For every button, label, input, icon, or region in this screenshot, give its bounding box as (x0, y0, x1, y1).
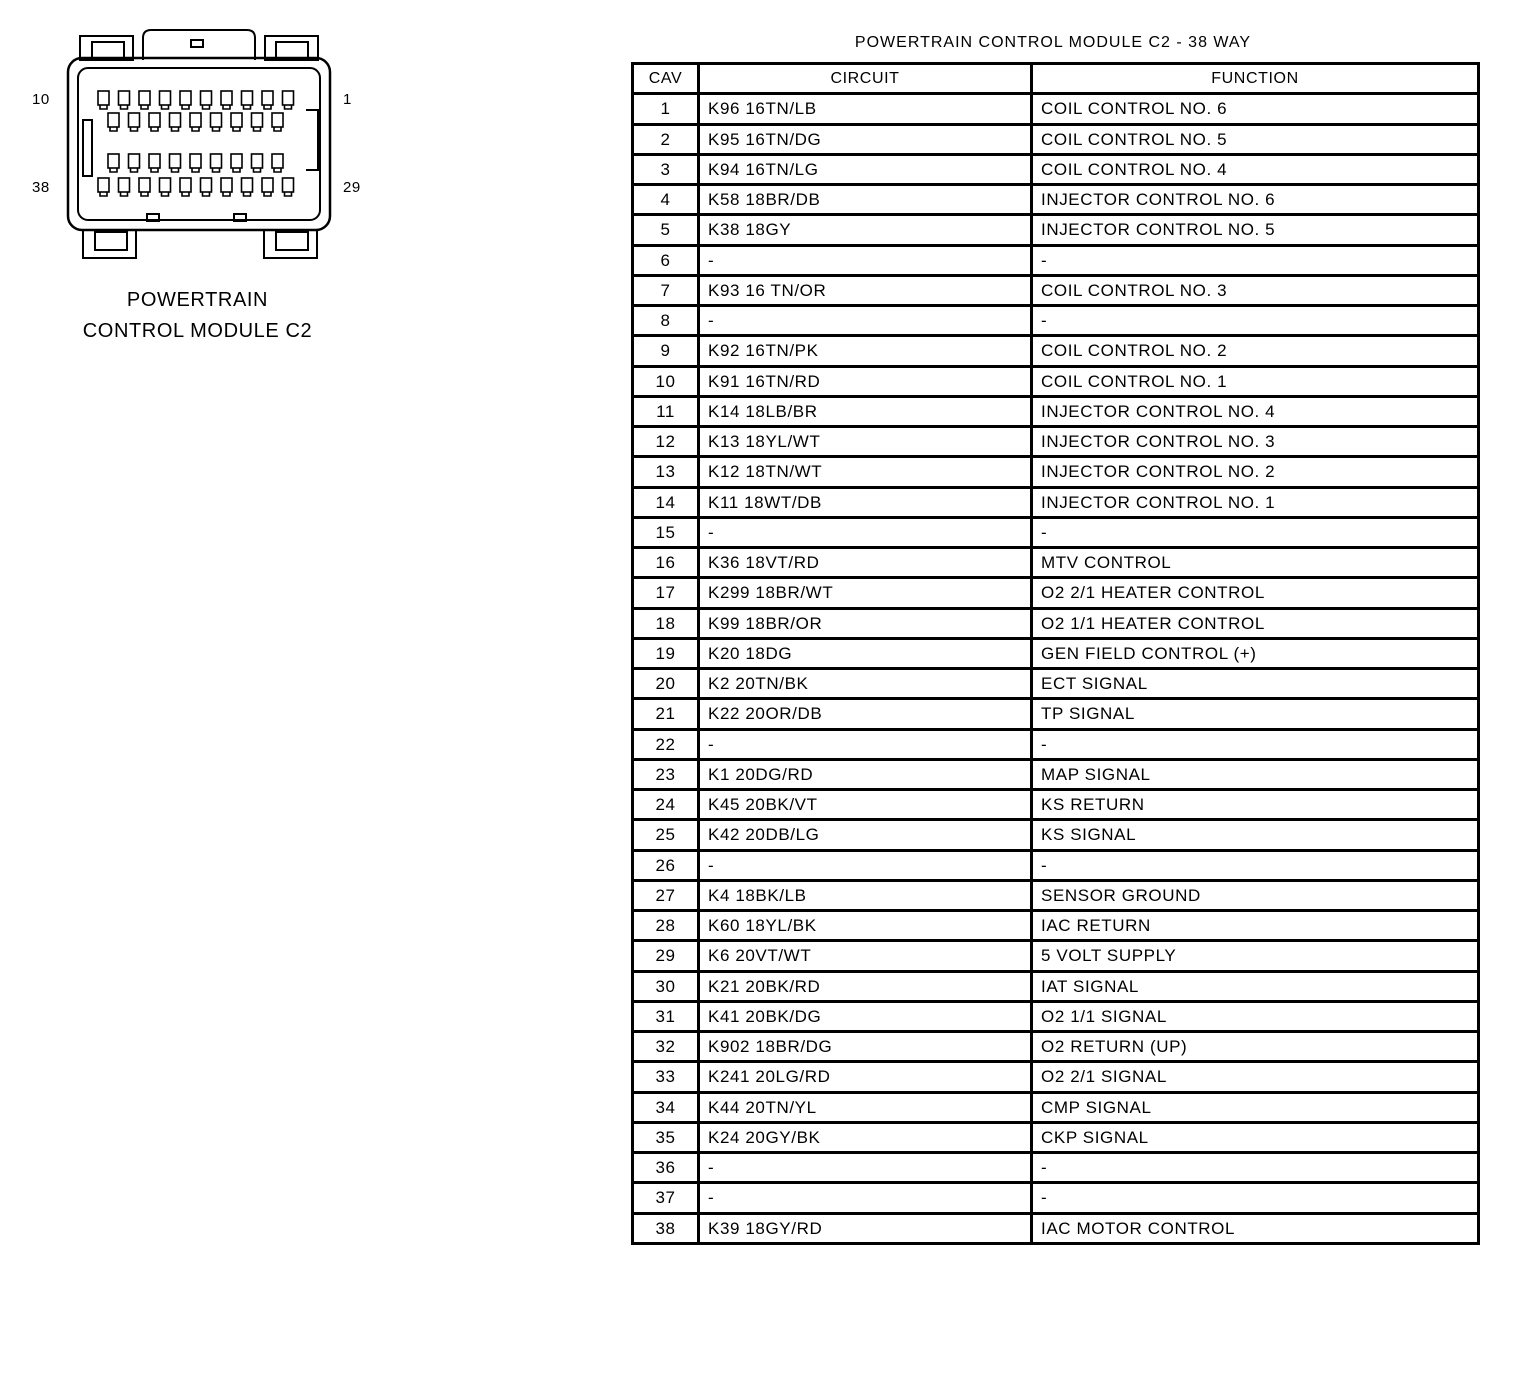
cell-cav: 20 (633, 669, 699, 699)
pin-number-label-1: 1 (343, 91, 352, 108)
connector-caption-line1: POWERTRAIN (126, 289, 269, 311)
table-row (633, 578, 1479, 608)
cell-cav: 28 (633, 911, 699, 941)
pin-cavity (180, 91, 191, 105)
cell-circuit: - (699, 850, 1032, 880)
table-row (633, 941, 1479, 971)
cell-function: - (1032, 517, 1479, 547)
cell-function: O2 2/1 SIGNAL (1032, 1062, 1479, 1092)
cell-circuit: K299 18BR/WT (699, 578, 1032, 608)
connector-caption-line2: CONTROL MODULE C2 (82, 320, 313, 342)
table-row (633, 215, 1479, 245)
table-row (633, 1032, 1479, 1062)
cell-circuit: K41 20BK/DG (699, 1001, 1032, 1031)
table-row (633, 729, 1479, 759)
cell-circuit: K22 20OR/DB (699, 699, 1032, 729)
pin-cavity (139, 178, 150, 192)
cell-cav: 9 (633, 336, 699, 366)
cell-function: O2 2/1 HEATER CONTROL (1032, 578, 1479, 608)
cell-circuit: - (699, 245, 1032, 275)
cell-function: INJECTOR CONTROL NO. 4 (1032, 396, 1479, 426)
table-row (633, 427, 1479, 457)
cell-circuit: K6 20VT/WT (699, 941, 1032, 971)
cell-circuit: K12 18TN/WT (699, 457, 1032, 487)
pin-cavity (98, 91, 109, 105)
cell-function: COIL CONTROL NO. 2 (1032, 336, 1479, 366)
cell-circuit: K95 16TN/DG (699, 124, 1032, 154)
table-row (633, 971, 1479, 1001)
pinout-table (631, 62, 1480, 1245)
cell-cav: 23 (633, 759, 699, 789)
cell-circuit: - (699, 1153, 1032, 1183)
cell-circuit: K36 18VT/RD (699, 548, 1032, 578)
cell-function: O2 1/1 HEATER CONTROL (1032, 608, 1479, 638)
pin-cavity (180, 178, 191, 192)
cell-circuit: - (699, 729, 1032, 759)
cell-function: CMP SIGNAL (1032, 1092, 1479, 1122)
cell-function: MTV CONTROL (1032, 548, 1479, 578)
pin-cavity (242, 91, 253, 105)
cell-function: COIL CONTROL NO. 6 (1032, 94, 1479, 124)
table-row (633, 911, 1479, 941)
table-row (633, 880, 1479, 910)
cell-function: TP SIGNAL (1032, 699, 1479, 729)
pin-number-label-38: 38 (32, 179, 50, 196)
pin-cavities (98, 91, 294, 196)
pin-cavity (231, 154, 242, 168)
cell-function: INJECTOR CONTROL NO. 2 (1032, 457, 1479, 487)
cell-cav: 13 (633, 457, 699, 487)
cell-circuit: K99 18BR/OR (699, 608, 1032, 638)
table-header-row (633, 64, 1479, 94)
pin-cavity (211, 113, 222, 127)
pin-cavity (190, 154, 201, 168)
cell-function: - (1032, 1153, 1479, 1183)
table-row (633, 457, 1479, 487)
table-row (633, 517, 1479, 547)
cell-cav: 16 (633, 548, 699, 578)
pin-cavity (201, 91, 212, 105)
table-row (633, 1213, 1479, 1243)
cell-circuit: - (699, 306, 1032, 336)
cell-cav: 10 (633, 366, 699, 396)
table-row (633, 759, 1479, 789)
cell-circuit: K14 18LB/BR (699, 396, 1032, 426)
cell-cav: 30 (633, 971, 699, 1001)
pin-cavity (170, 154, 181, 168)
pin-cavity (160, 178, 171, 192)
table-row (633, 306, 1479, 336)
cell-cav: 19 (633, 638, 699, 668)
cell-circuit: K38 18GY (699, 215, 1032, 245)
pin-cavity (139, 91, 150, 105)
pin-cavity (221, 178, 232, 192)
pin-cavity (272, 154, 283, 168)
cell-circuit: K2 20TN/BK (699, 669, 1032, 699)
cell-cav: 7 (633, 275, 699, 305)
cell-cav: 38 (633, 1213, 699, 1243)
cell-circuit: - (699, 1183, 1032, 1213)
table-row (633, 185, 1479, 215)
table-row (633, 154, 1479, 184)
pin-cavity (242, 178, 253, 192)
cell-cav: 12 (633, 427, 699, 457)
header-circuit: CIRCUIT (699, 64, 1032, 94)
pin-number-label-29: 29 (343, 179, 361, 196)
table-row (633, 336, 1479, 366)
header-cav: CAV (633, 64, 699, 94)
cell-circuit: K39 18GY/RD (699, 1213, 1032, 1243)
table-row (633, 487, 1479, 517)
pin-cavity (221, 91, 232, 105)
pin-cavity (98, 178, 109, 192)
cell-cav: 33 (633, 1062, 699, 1092)
cell-cav: 15 (633, 517, 699, 547)
cell-cav: 11 (633, 396, 699, 426)
pin-cavity (108, 154, 119, 168)
cell-cav: 6 (633, 245, 699, 275)
cell-function: INJECTOR CONTROL NO. 5 (1032, 215, 1479, 245)
table-row (633, 245, 1479, 275)
cell-circuit: K4 18BK/LB (699, 880, 1032, 910)
cell-cav: 32 (633, 1032, 699, 1062)
cell-cav: 35 (633, 1122, 699, 1152)
pin-cavity (170, 113, 181, 127)
pin-cavity (252, 113, 263, 127)
table-row (633, 699, 1479, 729)
pin-number-label-10: 10 (32, 91, 50, 108)
pin-cavity (149, 113, 160, 127)
pin-cavity (129, 154, 140, 168)
pin-cavity (283, 91, 294, 105)
cell-function: 5 VOLT SUPPLY (1032, 941, 1479, 971)
cell-circuit: K11 18WT/DB (699, 487, 1032, 517)
cell-function: COIL CONTROL NO. 1 (1032, 366, 1479, 396)
cell-circuit: K92 16TN/PK (699, 336, 1032, 366)
cell-function: - (1032, 1183, 1479, 1213)
cell-function: COIL CONTROL NO. 4 (1032, 154, 1479, 184)
pinout-table-body (633, 94, 1479, 1244)
cell-function: - (1032, 729, 1479, 759)
cell-circuit: K94 16TN/LG (699, 154, 1032, 184)
cell-cav: 4 (633, 185, 699, 215)
cell-cav: 3 (633, 154, 699, 184)
table-row (633, 1122, 1479, 1152)
cell-function: IAC MOTOR CONTROL (1032, 1213, 1479, 1243)
cell-function: KS SIGNAL (1032, 820, 1479, 850)
cell-circuit: K96 16TN/LB (699, 94, 1032, 124)
cell-circuit: K91 16TN/RD (699, 366, 1032, 396)
cell-circuit: K93 16 TN/OR (699, 275, 1032, 305)
connector-caption (60, 285, 335, 347)
pin-cavity (272, 113, 283, 127)
pin-cavity (160, 91, 171, 105)
cell-cav: 37 (633, 1183, 699, 1213)
cell-cav: 1 (633, 94, 699, 124)
cell-cav: 25 (633, 820, 699, 850)
header-function: FUNCTION (1032, 64, 1479, 94)
pin-cavity (119, 178, 130, 192)
cell-cav: 18 (633, 608, 699, 638)
cell-circuit: K13 18YL/WT (699, 427, 1032, 457)
cell-cav: 8 (633, 306, 699, 336)
table-row (633, 366, 1479, 396)
table-row (633, 820, 1479, 850)
cell-circuit: K60 18YL/BK (699, 911, 1032, 941)
pin-cavity (108, 113, 119, 127)
table-row (633, 396, 1479, 426)
cell-cav: 14 (633, 487, 699, 517)
cell-function: KS RETURN (1032, 790, 1479, 820)
table-row (633, 1001, 1479, 1031)
table-row (633, 790, 1479, 820)
cell-cav: 29 (633, 941, 699, 971)
cell-function: GEN FIELD CONTROL (+) (1032, 638, 1479, 668)
cell-function: INJECTOR CONTROL NO. 6 (1032, 185, 1479, 215)
cell-function: O2 RETURN (UP) (1032, 1032, 1479, 1062)
cell-function: IAC RETURN (1032, 911, 1479, 941)
cell-cav: 36 (633, 1153, 699, 1183)
cell-function: COIL CONTROL NO. 3 (1032, 275, 1479, 305)
cell-cav: 5 (633, 215, 699, 245)
pin-cavity (283, 178, 294, 192)
table-row (633, 669, 1479, 699)
table-row (633, 1153, 1479, 1183)
pin-cavity (262, 91, 273, 105)
cell-cav: 17 (633, 578, 699, 608)
cell-circuit: - (699, 517, 1032, 547)
cell-circuit: K24 20GY/BK (699, 1122, 1032, 1152)
cell-function: - (1032, 850, 1479, 880)
table-row (633, 1092, 1479, 1122)
table-row (633, 1062, 1479, 1092)
pin-cavity (211, 154, 222, 168)
cell-circuit: K44 20TN/YL (699, 1092, 1032, 1122)
table-row (633, 1183, 1479, 1213)
cell-function: IAT SIGNAL (1032, 971, 1479, 1001)
pin-cavity (119, 91, 130, 105)
cell-function: SENSOR GROUND (1032, 880, 1479, 910)
table-row (633, 638, 1479, 668)
pin-cavity (129, 113, 140, 127)
cell-circuit: K58 18BR/DB (699, 185, 1032, 215)
cell-circuit: K21 20BK/RD (699, 971, 1032, 1001)
pin-cavity (231, 113, 242, 127)
pin-cavity (262, 178, 273, 192)
cell-circuit: K20 18DG (699, 638, 1032, 668)
cell-cav: 24 (633, 790, 699, 820)
cell-function: - (1032, 245, 1479, 275)
cell-function: O2 1/1 SIGNAL (1032, 1001, 1479, 1031)
cell-cav: 22 (633, 729, 699, 759)
cell-circuit: K42 20DB/LG (699, 820, 1032, 850)
cell-cav: 21 (633, 699, 699, 729)
table-row (633, 275, 1479, 305)
cell-circuit: K45 20BK/VT (699, 790, 1032, 820)
cell-cav: 27 (633, 880, 699, 910)
cell-cav: 26 (633, 850, 699, 880)
cell-circuit: K1 20DG/RD (699, 759, 1032, 789)
cell-cav: 31 (633, 1001, 699, 1031)
table-row (633, 850, 1479, 880)
cell-function: MAP SIGNAL (1032, 759, 1479, 789)
table-row (633, 94, 1479, 124)
cell-cav: 2 (633, 124, 699, 154)
table-row (633, 608, 1479, 638)
table-title: POWERTRAIN CONTROL MODULE C2 - 38 WAY (854, 34, 1252, 51)
cell-circuit: K241 20LG/RD (699, 1062, 1032, 1092)
table-row (633, 124, 1479, 154)
pin-cavity (252, 154, 263, 168)
cell-cav: 34 (633, 1092, 699, 1122)
cell-function: ECT SIGNAL (1032, 669, 1479, 699)
cell-circuit: K902 18BR/DG (699, 1032, 1032, 1062)
pin-cavity (201, 178, 212, 192)
cell-function: INJECTOR CONTROL NO. 1 (1032, 487, 1479, 517)
pin-cavity (190, 113, 201, 127)
pin-cavity (149, 154, 160, 168)
cell-function: CKP SIGNAL (1032, 1122, 1479, 1152)
cell-function: - (1032, 306, 1479, 336)
cell-function: COIL CONTROL NO. 5 (1032, 124, 1479, 154)
connector-face-diagram (0, 0, 400, 270)
cell-function: INJECTOR CONTROL NO. 3 (1032, 427, 1479, 457)
table-row (633, 548, 1479, 578)
